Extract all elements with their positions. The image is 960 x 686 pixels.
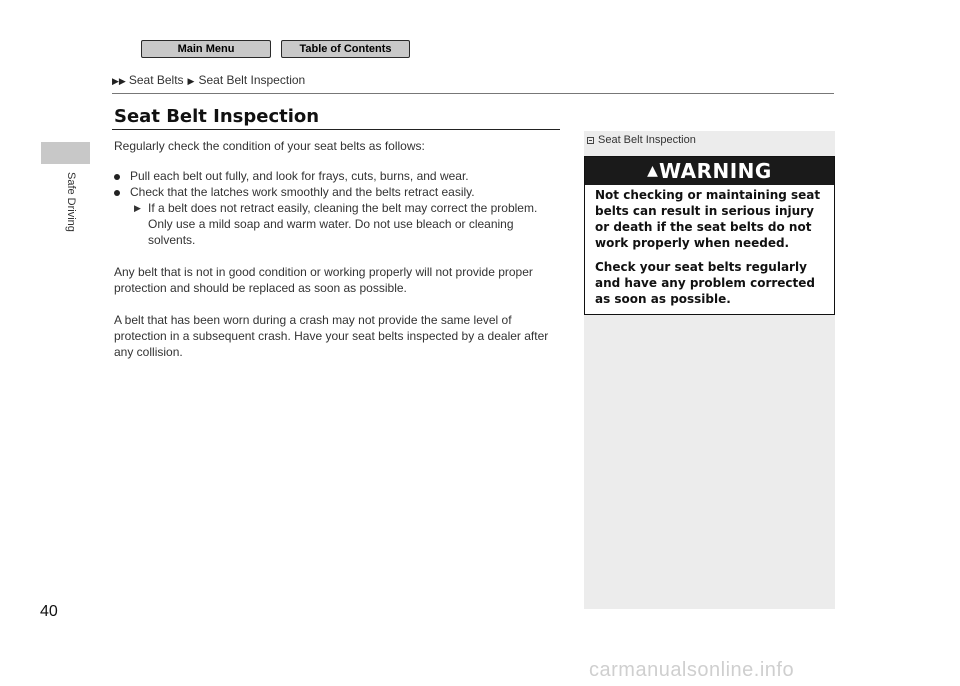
warning-text: Check your seat belts regularly and have any problem corrected as soon as possible. bbox=[595, 260, 816, 306]
intro-text: Regularly check the condition of your seat belts as follows: bbox=[114, 139, 425, 153]
section-label: Safe Driving bbox=[65, 172, 77, 232]
list-item-text: Check that the latches work smoothly and the belts retract easily. bbox=[130, 185, 475, 199]
list-item bbox=[114, 184, 554, 200]
warning-text: Not checking or maintaining seat belts can result in serious injury or death if the seat belts do not work properly when needed. bbox=[595, 188, 821, 250]
warning-header bbox=[585, 157, 834, 185]
list-item bbox=[114, 168, 554, 184]
section-tab bbox=[41, 142, 90, 164]
list-item-text: Pull each belt out fully, and look for frays, cuts, burns, and wear. bbox=[130, 169, 469, 183]
warning-title: WARNING bbox=[658, 159, 772, 183]
paragraph: Any belt that is not in good condition or working properly will not provide proper protection and should be replaced as soon as possible. bbox=[114, 265, 533, 295]
arrow-icon: ▶ bbox=[134, 203, 141, 213]
warning-box bbox=[584, 156, 835, 315]
title-divider bbox=[112, 129, 560, 130]
breadcrumb-arrow-icon: ▶▶ bbox=[112, 76, 126, 86]
breadcrumb-current: Seat Belt Inspection bbox=[198, 73, 306, 87]
paragraph: A belt that has been worn during a crash may not provide the same level of protection in a subsequent crash. Have your seat belts inspected by a dealer after any collision. bbox=[114, 313, 549, 359]
bullet-icon bbox=[114, 190, 120, 196]
sidebar-heading-text: Seat Belt Inspection bbox=[598, 134, 696, 146]
watermark: carmanualsonline.info bbox=[589, 659, 795, 681]
page-title: Seat Belt Inspection bbox=[114, 106, 320, 127]
sidebar-heading bbox=[587, 134, 696, 146]
header-divider bbox=[112, 93, 834, 94]
breadcrumb-arrow-icon: ▶ bbox=[187, 76, 195, 86]
breadcrumb bbox=[112, 73, 305, 87]
sub-note bbox=[114, 200, 554, 248]
page-number: 40 bbox=[40, 603, 58, 620]
table-of-contents-button[interactable]: Table of Contents bbox=[281, 40, 410, 58]
note-icon bbox=[587, 137, 594, 144]
warning-icon: ▲ bbox=[647, 163, 658, 179]
breadcrumb-seat-belts[interactable]: Seat Belts bbox=[128, 73, 184, 87]
bullet-icon bbox=[114, 174, 120, 180]
sub-note-text: If a belt does not retract easily, cleaning the belt may correct the problem. Only use a mild soap and warm water. Do not use bleach or cleaning solvents. bbox=[148, 201, 538, 247]
main-menu-button[interactable]: Main Menu bbox=[141, 40, 271, 58]
